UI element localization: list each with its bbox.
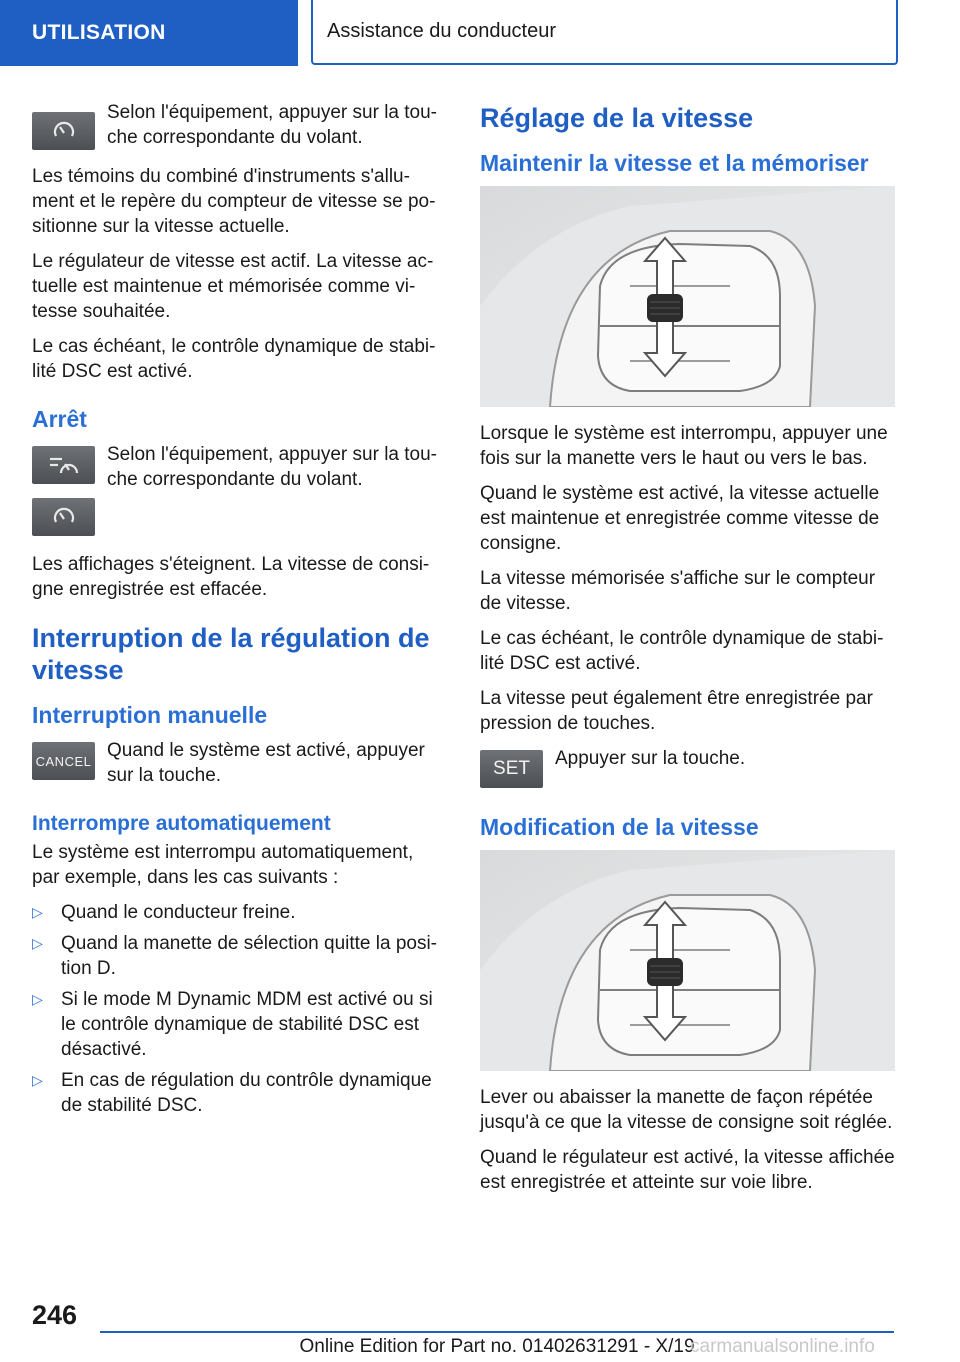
paragraph: Lorsque le système est interrompu, appuyer une fois sur la manette vers le haut ou vers le bas.: [480, 423, 888, 469]
paragraph: Le régulateur de vitesse est actif. La vitesse ac‐tuelle est maintenue et mémorisée comme vi‐tesse souhaitée.: [32, 251, 434, 322]
header-section-title: UTILISATION: [32, 21, 166, 44]
footer-edition: Online Edition for Part no. 01402631291 - X/19: [299, 1336, 695, 1357]
steering-wheel-rocker-photo: [480, 850, 895, 1071]
paragraph: Les témoins du combiné d'instruments s'allu‐ment et le repère du compteur de vitesse se po‐sitionne sur la vitesse actuelle.: [32, 166, 436, 237]
page-number: 246: [32, 1300, 78, 1330]
cancel-button-image: [32, 742, 95, 780]
set-button-image: [480, 750, 543, 788]
footer-divider: [100, 1331, 894, 1333]
arret-heading: Arrêt: [32, 406, 87, 432]
intro-button-text: Selon l'équipement, appuyer sur la tou‐che correspondante du volant.: [107, 102, 437, 148]
cancel-label: CANCEL: [35, 753, 92, 769]
cruise-off-button-image: [32, 446, 95, 484]
arret-paragraph: Les affichages s'éteignent. La vitesse de consi‐gne enregistrée est effacée.: [32, 554, 430, 600]
modify-speed-heading: Modification de la vitesse: [480, 814, 759, 840]
header-section-tab: [0, 0, 298, 66]
cruise-control-button-image: [32, 498, 95, 536]
paragraph: La vitesse peut également être enregistrée par pression de touches.: [480, 688, 873, 734]
list-item: ▷ Quand la manette de sélection quitte la posi‐tion D.: [32, 933, 438, 979]
set-label: SET: [493, 758, 530, 779]
paragraph: Le cas échéant, le contrôle dynamique de stabi‐lité DSC est activé.: [480, 628, 884, 674]
triangle-bullet-icon: ▷: [32, 935, 43, 951]
cruise-control-icon: [51, 120, 77, 142]
list-item: ▷ Quand le conducteur freine.: [32, 902, 296, 923]
cancel-button-row: [32, 738, 440, 788]
list-item: ▷ En cas de régulation du contrôle dynamique de stabilité DSC.: [32, 1070, 432, 1116]
left-column: [32, 100, 440, 1124]
list-item: ▷ Si le mode M Dynamic MDM est activé ou si le contrôle dynamique de stabilité DSC est désactivé.: [32, 989, 433, 1060]
maintain-speed-heading: Maintenir la vitesse et la mémoriser: [480, 150, 869, 176]
paragraph: La vitesse mémorisée s'affiche sur le compteur de vitesse.: [480, 568, 876, 614]
arret-button-row: [32, 442, 440, 492]
footer-watermark: carmanualsonline.info: [690, 1336, 875, 1357]
steering-wheel-rocker-photo: [480, 186, 895, 407]
condition-list: [32, 900, 440, 1118]
paragraph: Quand le système est activé, la vitesse actuelle est maintenue et enregistrée comme vitesse de consigne.: [480, 483, 880, 554]
header-chapter-box: [311, 0, 898, 65]
paragraph: Le cas échéant, le contrôle dynamique de stabi‐lité DSC est activé.: [32, 336, 436, 382]
auto-heading: Interrompre automatiquement: [32, 812, 331, 835]
cruise-control-icon: [51, 506, 77, 528]
right-column: [480, 100, 896, 1205]
manual-heading: Interruption manuelle: [32, 702, 268, 728]
speed-adjust-heading: Réglage de la vitesse: [480, 103, 754, 133]
paragraph: Lever ou abaisser la manette de façon répétée jusqu'à ce que la vitesse de consigne soit réglée.: [480, 1087, 893, 1133]
triangle-bullet-icon: ▷: [32, 1072, 43, 1088]
triangle-bullet-icon: ▷: [32, 904, 43, 920]
triangle-bullet-icon: ▷: [32, 991, 43, 1007]
intro-button-row: [32, 100, 440, 150]
auto-text: Le système est interrompu automatiquement, par exemple, dans les cas suivants :: [32, 842, 414, 888]
arret-button-text: Selon l'équipement, appuyer sur la tou‐che correspondante du volant.: [107, 444, 437, 490]
paragraph: Quand le régulateur est activé, la vitesse affichée est enregistrée et atteinte sur voie libre.: [480, 1147, 895, 1193]
cruise-off-icon: [47, 453, 81, 477]
set-text: Appuyer sur la touche.: [555, 748, 746, 769]
header-chapter-title: Assistance du conducteur: [327, 20, 557, 42]
interruption-heading: Interruption de la régulation de vitesse: [32, 623, 430, 685]
set-button-row: [480, 746, 896, 788]
manual-text: Quand le système est activé, appuyer sur la touche.: [107, 740, 425, 786]
cruise-control-button-image: [32, 112, 95, 150]
